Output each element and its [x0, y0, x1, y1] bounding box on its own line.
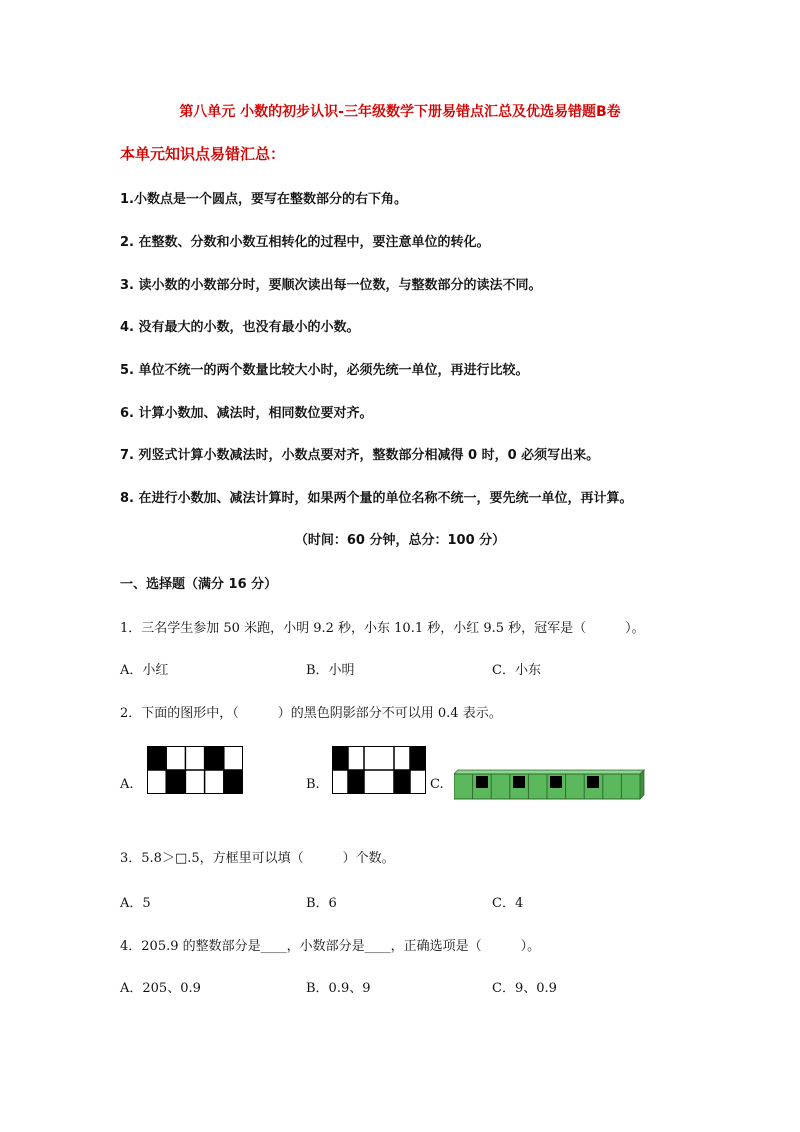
time-info: （时间：60 分钟，总分：100 分）: [294, 533, 506, 548]
document-title: 第八单元 小数的初步认识-三年级数学下册易错点汇总及优选易错题B卷: [179, 104, 621, 120]
q1-option-a: A．小红: [120, 663, 169, 678]
knowledge-point: 4. 没有最大的小数，也没有最小的小数。: [120, 320, 360, 335]
knowledge-point: 7. 列竖式计算小数减法时，小数点要对齐，整数部分相减得 0 时，0 必须写出来。: [120, 448, 600, 463]
knowledge-point: 8. 在进行小数加、减法计算时，如果两个量的单位名称不统一，要先统一单位，再计算。: [120, 491, 633, 506]
figure-c-cubes: [454, 766, 646, 800]
question-3-text: [120, 847, 395, 866]
question-4-text: 4．205.9 的整数部分是____，小数部分是____，正确选项是（ ）。: [120, 939, 541, 954]
figure-b-grid: [332, 746, 426, 794]
q4-option-b: B．0.9、9: [306, 981, 371, 996]
q4-option-c: C．9、0.9: [492, 981, 557, 996]
knowledge-point: 2. 在整数、分数和小数互相转化的过程中，要注意单位的转化。: [120, 235, 490, 250]
q2-label-a: A.: [120, 777, 134, 792]
q1-option-c: C．小东: [492, 663, 541, 678]
knowledge-point: 1.小数点是一个圆点，要写在整数部分的右下角。: [120, 192, 407, 207]
q3-option-c: C．4: [492, 896, 524, 911]
q3-suffix: ，方框里可以填（ ）个数。: [199, 851, 395, 866]
q3-prefix: 3．: [120, 851, 142, 866]
knowledge-point: 6. 计算小数加、减法时，相同数位要对齐。: [120, 406, 373, 421]
knowledge-point: 5. 单位不统一的两个数量比较大小时，必须先统一单位，再进行比较。: [120, 363, 529, 378]
q3-inequality: 5.8＞□.5: [141, 851, 200, 866]
knowledge-point: 3. 读小数的小数部分时，要顺次读出每一位数，与整数部分的读法不同。: [120, 278, 542, 293]
q3-option-b: B．6: [306, 896, 337, 911]
summary-heading: 本单元知识点易错汇总：: [120, 145, 286, 163]
q2-label-b: B.: [306, 777, 320, 792]
section-heading: 一、选择题（满分 16 分）: [120, 577, 278, 592]
question-1-text: 1．三名学生参加 50 米跑，小明 9.2 秒，小东 10.1 秒，小红 9.5 秒，冠军是（ ）。: [120, 621, 645, 636]
question-2-text: 2．下面的图形中，（ ）的黑色阴影部分不可以用 0.4 表示。: [120, 706, 502, 721]
q1-option-b: B．小明: [306, 663, 355, 678]
figure-a-grid: [147, 746, 243, 794]
q4-option-a: A．205、0.9: [120, 981, 201, 996]
q2-label-c: C.: [430, 777, 444, 792]
q3-option-a: A．5: [120, 896, 151, 911]
